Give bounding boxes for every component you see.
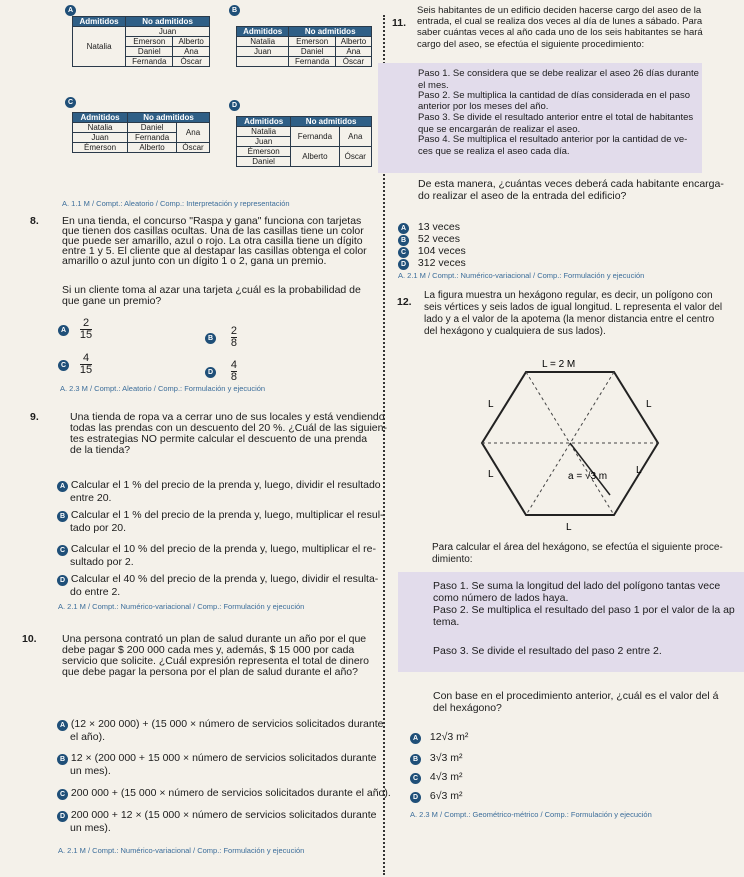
option-letter-c: C xyxy=(57,545,68,556)
q12-text-3: lado y a el valor de la apotema (la menor distancia entre el centro xyxy=(424,314,715,325)
q7-table-a: Admitidos No admitidos Natalia Juan Emerson Alberto Daniel Ana Fernanda Óscar xyxy=(72,16,210,67)
q11-step-2b: anterior por los meses del año. xyxy=(418,101,549,112)
q7-table-c: Admitidos No admitidos Natalia Daniel Ana Juan Fernanda Émerson Alberto Óscar xyxy=(72,112,210,153)
q12-ask-1: Con base en el procedimiento anterior, ¿cuál es el valor del á xyxy=(433,690,719,702)
q12-number: 12. xyxy=(397,296,412,308)
option-letter-d: D xyxy=(57,811,68,822)
q11-number: 11. xyxy=(392,17,407,29)
q11-step-3a: Paso 3. Se divide el resultado anterior entre el total de habitantes xyxy=(418,112,694,123)
option-letter-c: C xyxy=(58,360,69,371)
q11-question-1: De esta manera, ¿cuántas veces deberá cada habitante encarga- xyxy=(418,178,724,190)
q11-option-a[interactable]: A 13 veces xyxy=(398,221,460,234)
option-letter-b: B xyxy=(398,235,409,246)
side-label: L xyxy=(566,522,572,533)
q11-option-b[interactable]: B 52 veces xyxy=(398,233,460,246)
q9-option-d[interactable]: D Calcular el 40 % del precio de la prenda y, luego, dividir el resulta- do entre 2. xyxy=(57,573,378,598)
q12-option-b[interactable]: B 3√3 m² xyxy=(410,752,463,765)
q11-step-3b: que se encargarán de realizar el aseo. xyxy=(418,124,581,135)
option-letter-a: A xyxy=(410,733,421,744)
q12-option-d[interactable]: D 6√3 m² xyxy=(410,790,463,803)
q11-option-d[interactable]: D 312 veces xyxy=(398,257,466,270)
apothem-label: a = √3 m xyxy=(568,471,608,482)
q7-reference: A. 1.1 M / Compt.: Aleatorio / Comp.: Interpretación y representación xyxy=(62,199,290,208)
q7-option-c-letter: C xyxy=(65,97,76,108)
option-letter-a: A xyxy=(398,223,409,234)
q11-question-2: do realizar el aseo de la entrada del edificio? xyxy=(418,190,627,202)
q12-step-3: Paso 3. Se divide el resultado del paso 2 entre 2. xyxy=(433,645,662,657)
q12-step-1b: como número de lados haya. xyxy=(433,592,569,604)
q10-option-b[interactable]: B 12 × (200 000 + 15 000 × número de servicios solicitados durante un mes). xyxy=(57,752,377,777)
q10-option-a[interactable]: A (12 × 200 000) + (15 000 × número de servicios solicitados durante el año). xyxy=(57,718,384,743)
q11-step-2a: Paso 2. Se multiplica la cantidad de días considerada en el paso xyxy=(418,90,690,101)
apothem-line xyxy=(570,443,610,495)
q9-text-3: tes estrategias NO permite calcular el descuento de una prenda xyxy=(70,433,368,445)
option-letter-b: B xyxy=(57,511,68,522)
option-letter-c: C xyxy=(57,789,68,800)
q8-text-3: que puede ser amarillo, azul o rojo. La otra casilla tiene un dígito xyxy=(62,235,363,247)
q8-option-a[interactable] xyxy=(58,318,92,341)
side-label: L xyxy=(646,399,652,410)
q8-text-7: que gane un premio? xyxy=(62,295,162,307)
q8-option-d[interactable] xyxy=(205,360,237,383)
side-label: L xyxy=(636,465,642,476)
option-letter-c: C xyxy=(410,773,421,784)
side-length-label: L = 2 M xyxy=(542,359,576,370)
q10-reference: A. 2.1 M / Compt.: Numérico-variacional / Comp.: Formulación y ejecución xyxy=(58,846,305,855)
q7-table-b: Admitidos No admitidos Natalia Emerson Alberto Juan Daniel Ana Fernanda Óscar xyxy=(236,26,372,67)
side-label: L xyxy=(488,399,494,410)
q8-text-4: entre 1 y 5. El cliente que al destapar las casillas obtenga el color xyxy=(62,245,367,257)
side-label: L xyxy=(488,469,494,480)
option-letter-b: B xyxy=(410,754,421,765)
q12-procedure-1: Para calcular el área del hexágono, se efectúa el siguiente proce- xyxy=(432,542,723,553)
q12-reference: A. 2.3 M / Compt.: Geométrico-métrico / Comp.: Formulación y ejecución xyxy=(410,810,652,819)
q7-option-a-letter: A xyxy=(65,5,76,16)
q9-reference: A. 2.1 M / Compt.: Numérico-variacional / Comp.: Formulación y ejecución xyxy=(58,602,305,611)
option-letter-b: B xyxy=(57,754,68,765)
q8-option-b[interactable] xyxy=(205,326,237,349)
q9-text-4: de la tienda? xyxy=(70,444,131,456)
q8-text-1: En una tienda, el concurso "Raspa y gana" funciona con tarjetas xyxy=(62,215,362,227)
q9-option-c[interactable]: C Calcular el 10 % del precio de la prenda y, luego, multiplicar el re- sultado por 2. xyxy=(57,543,376,568)
q10-text-4: que debe pagar la persona por el plan de salud durante el año? xyxy=(62,666,358,678)
q10-text-2: debe pagar $ 200 000 cada mes y, además, $ 15 000 por cada xyxy=(62,644,355,656)
q7-table-d: Admitidos No admitidos Natalia Fernanda Ana Juan Émerson Alberto Óscar Daniel xyxy=(236,116,372,167)
q11-step-4b: ces que se realiza el aseo cada día. xyxy=(418,146,570,157)
q11-step-1b: el mes. xyxy=(418,80,449,91)
option-letter-d: D xyxy=(57,575,68,586)
option-letter-d: D xyxy=(398,259,409,270)
q12-text-2: seis vértices y seis lados de igual longitud. L representa el valor del xyxy=(424,302,723,313)
option-letter-b: B xyxy=(205,333,216,344)
option-letter-c: C xyxy=(398,247,409,258)
q8-number: 8. xyxy=(30,215,39,227)
hexagon-figure xyxy=(470,355,670,535)
q8-text-2: que tienen dos casillas ocultas. Una de las casillas tiene un color xyxy=(62,225,364,237)
q11-text-1: Seis habitantes de un edificio deciden hacerse cargo del aseo de la xyxy=(417,5,702,16)
fraction: $\frac{2}{8}$ xyxy=(230,325,238,349)
q11-reference: A. 2.1 M / Compt.: Numérico-variacional / Comp.: Formulación y ejecución xyxy=(398,271,645,280)
q10-option-d[interactable]: D 200 000 + 12 × (15 000 × número de servicios solicitados durante un mes). xyxy=(57,809,377,834)
q11-text-4: cargo del aseo, se efectúa el siguiente procedimiento: xyxy=(417,39,645,50)
option-letter-d: D xyxy=(205,367,216,378)
q7-option-d-letter: D xyxy=(229,100,240,111)
q8-reference: A. 2.3 M / Compt.: Aleatorio / Comp.: Formulación y ejecución xyxy=(60,384,266,393)
q8-option-c[interactable] xyxy=(58,353,92,376)
q12-text-1: La figura muestra un hexágono regular, es decir, un polígono con xyxy=(424,290,713,301)
q12-text-4: del hexágono y cualquiera de sus lados). xyxy=(424,326,606,337)
fraction: $\frac{4}{8}$ xyxy=(230,359,238,383)
q7-option-b-letter: B xyxy=(229,5,240,16)
q10-number: 10. xyxy=(22,633,37,645)
q11-text-3: saber cuántas veces al año cada uno de los seis habitantes se hará xyxy=(417,27,703,38)
q8-text-6: Si un cliente toma al azar una tarjeta ¿cuál es la probabilidad de xyxy=(62,284,361,296)
q9-text-1: Una tienda de ropa va a cerrar uno de sus locales y está vendiendo xyxy=(70,411,385,423)
q12-step-1a: Paso 1. Se suma la longitud del lado del polígono tantas vece xyxy=(433,580,721,592)
option-letter-a: A xyxy=(57,720,68,731)
q11-option-c[interactable]: C 104 veces xyxy=(398,245,466,258)
q10-option-c[interactable]: C 200 000 + (15 000 × número de servicios solicitados durante el año). xyxy=(57,787,391,800)
q9-option-a[interactable]: A Calcular el 1 % del precio de la prenda y, luego, dividir el resultado entre 20. xyxy=(57,479,381,504)
q12-ask-2: del hexágono? xyxy=(433,702,502,714)
q9-text-2: todas las prendas con un descuento del 20 %. ¿Cuál de las siguien- xyxy=(70,422,387,434)
option-letter-d: D xyxy=(410,792,421,803)
q9-option-b[interactable]: B Calcular el 1 % del precio de la prenda y, luego, multiplicar el resul- tado por 20. xyxy=(57,509,384,534)
q11-step-4a: Paso 4. Se multiplica el resultado anterior por la cantidad de ve- xyxy=(418,134,688,145)
q12-option-a[interactable]: A 12√3 m² xyxy=(410,731,468,744)
q8-text-5: amarillo o azul junto con un dígito 1 o 2, gana un premio. xyxy=(62,255,327,267)
fraction: $\frac{4}{15}$ xyxy=(79,352,93,376)
q10-text-3: servicio que solicite. ¿Cuál expresión representa el total de dinero xyxy=(62,655,369,667)
q12-step-2b: tema. xyxy=(433,616,460,628)
q12-step-2a: Paso 2. Se multiplica el resultado del paso 1 por el valor de la ap xyxy=(433,604,735,616)
q12-option-c[interactable]: C 4√3 m² xyxy=(410,771,463,784)
q11-text-2: entrada, el cual se realiza dos veces al día de lunes a sábado. Para xyxy=(417,16,703,27)
fraction: $\frac{2}{15}$ xyxy=(79,317,93,341)
q12-procedure-2: dimiento: xyxy=(432,554,473,565)
option-letter-a: A xyxy=(58,325,69,336)
q10-text-1: Una persona contrató un plan de salud durante un año por el que xyxy=(62,633,367,645)
q9-number: 9. xyxy=(30,411,39,423)
option-letter-a: A xyxy=(57,481,68,492)
q11-step-1a: Paso 1. Se considera que se debe realizar el aseo 26 días durante xyxy=(418,68,699,79)
